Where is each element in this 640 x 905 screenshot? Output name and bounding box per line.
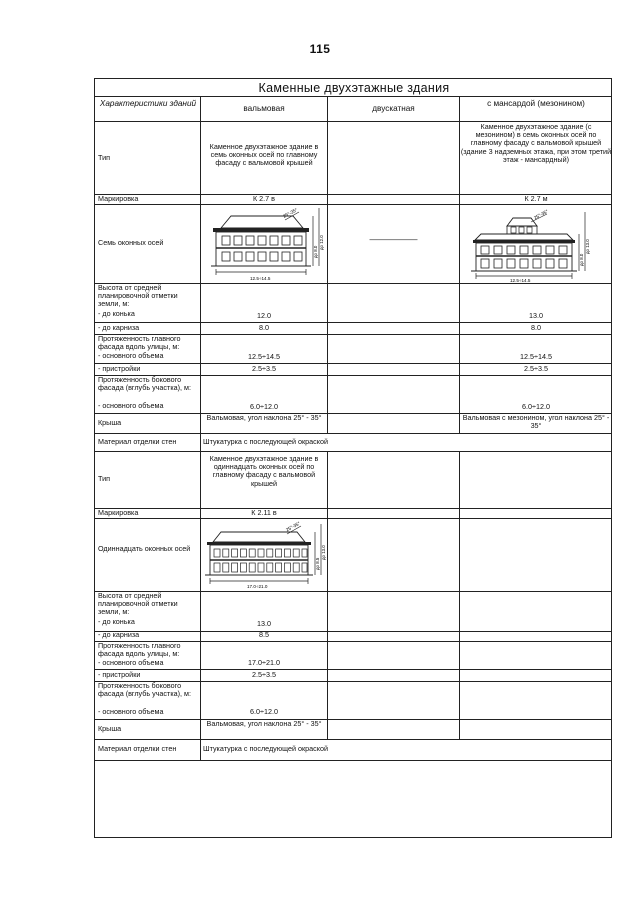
s2-finish-value: Штукатурка с последующей окраской <box>203 744 328 753</box>
s1-hip-ridge-height: до 12.0 <box>319 235 324 250</box>
s1-eave-label: - до карниза <box>98 323 140 332</box>
s1-ridge-hip: 12.0 <box>257 311 271 320</box>
s2-finish-label: Материал отделки стен <box>98 744 177 753</box>
s1-ridge-mansard: 13.0 <box>529 311 543 320</box>
s1-type-hip: Каменное двухэтажное здание в семь оконных осей по главному фасаду с вальмовой крышей <box>209 142 319 168</box>
s1-mansard-angle: 25°-35° <box>532 208 549 221</box>
table-title: Каменные двухэтажные здания <box>258 81 450 95</box>
s1-finish-label: Материал отделки стен <box>98 437 177 446</box>
s2-hip-width: 17.0÷21.0 <box>247 584 268 589</box>
header-gable: двускатная <box>372 104 415 113</box>
s1-height-label: Высота от средней планировочной отметки земли, м: <box>98 283 178 309</box>
s2-height-label: Высота от средней планировочной отметки земли, м: <box>98 591 178 617</box>
s2-hip-ridge-height: до 13.0 <box>321 545 326 560</box>
s1-roof-label: Крыша <box>98 418 122 427</box>
characteristics-table <box>94 78 612 838</box>
s1-ext-mansard: 2.5÷3.5 <box>524 364 548 373</box>
s2-front-main-hip: 17.0÷21.0 <box>248 658 280 667</box>
page-number: 115 <box>309 42 331 56</box>
s2-ridge-label: - до конька <box>98 617 135 626</box>
s1-hip-facade-drawing <box>203 206 325 282</box>
s1-marking-mansard: К 2.7 м <box>524 194 548 203</box>
s1-side-main-label: - основного объема <box>98 401 164 410</box>
s2-ext-hip: 2.5÷3.5 <box>252 670 276 679</box>
s2-marking-hip: К 2.11 в <box>251 508 277 517</box>
s2-ext-label: - пристройки <box>98 670 141 679</box>
s1-marking-hip: К 2.7 в <box>253 194 275 203</box>
s1-mansard-width: 12.5÷14.5 <box>510 278 531 283</box>
s2-type-label: Тип <box>98 474 110 483</box>
s1-ext-hip: 2.5÷3.5 <box>252 364 276 373</box>
s1-hip-width: 12.5÷14.5 <box>250 276 271 281</box>
s1-front-main-mansard: 12.5÷14.5 <box>520 352 552 361</box>
s2-marking-label: Маркировка <box>98 508 139 517</box>
s1-gable-dash: —————— <box>369 235 418 244</box>
s2-eave-hip: 8.5 <box>259 630 269 639</box>
s1-front-main-label: - основного объема <box>98 351 164 360</box>
header-mansard: с мансардой (мезонином) <box>487 99 585 108</box>
s2-hip-facade-drawing <box>201 520 327 590</box>
s1-finish-value: Штукатурка с последующей окраской <box>203 437 328 446</box>
s1-front-main-hip: 12.5÷14.5 <box>248 352 280 361</box>
s1-side-main-mansard: 6.0÷12.0 <box>522 402 550 411</box>
s1-mansard-facade-drawing <box>467 206 589 282</box>
s2-front-label: Протяженность главного фасада вдоль улицы, м: <box>98 641 181 659</box>
s2-roof-label: Крыша <box>98 724 122 733</box>
header-hip: вальмовая <box>243 104 285 113</box>
s1-hip-angle: 25°-35° <box>282 207 299 219</box>
s2-side-label: Протяженность бокового фасада (вглубь участка), м: <box>98 681 191 699</box>
s2-side-main-hip: 6.0÷12.0 <box>250 707 278 716</box>
s1-roof-mansard: Вальмовая с мезонином, угол наклона 25° - 35° <box>462 413 610 431</box>
header-characteristics: Характеристики зданий <box>99 99 197 108</box>
s1-diagram-label: Семь оконных осей <box>98 238 164 247</box>
s1-marking-label: Маркировка <box>98 194 139 203</box>
s1-mansard-ridge-height: до 13.0 <box>585 239 590 254</box>
s2-type-hip: Каменное двухэтажное здание в одиннадцать оконных осей по главному фасаду с вальмовой крышей <box>209 454 319 488</box>
s1-eave-hip: 8.0 <box>259 323 269 332</box>
s1-type-mansard: Каменное двухэтажное здание (с мезонином) в семь оконных осей по главному фасаду с вальмовой крышей (здание 3 надземных этажа, при этом третий этаж - мансардный) <box>460 122 612 164</box>
s1-ext-label: - пристройки <box>98 364 141 373</box>
s2-roof-hip: Вальмовая, угол наклона 25° - 35° <box>206 719 322 728</box>
s2-front-main-label: - основного объема <box>98 658 164 667</box>
s1-side-main-hip: 6.0÷12.0 <box>250 402 278 411</box>
s1-front-label: Протяженность главного фасада вдоль улицы, м: <box>98 334 181 352</box>
s2-side-main-label: - основного объема <box>98 707 164 716</box>
s2-eave-label: - до карниза <box>98 630 140 639</box>
s1-type-label: Тип <box>98 153 110 162</box>
s1-hip-eave-height: до 8.0 <box>313 245 318 258</box>
s1-eave-mansard: 8.0 <box>531 323 541 332</box>
s2-diagram-label: Одиннадцать оконных осей <box>98 544 191 553</box>
s1-ridge-label: - до конька <box>98 309 135 318</box>
s2-hip-eave-height: до 8.5 <box>315 557 320 570</box>
s2-ridge-hip: 13.0 <box>257 619 271 628</box>
s1-side-label: Протяженность бокового фасада (вглубь участка), м: <box>98 375 191 393</box>
s1-mansard-eave-height: до 8.0 <box>579 253 584 266</box>
s1-roof-hip: Вальмовая, угол наклона 25° - 35° <box>206 413 322 422</box>
s2-hip-angle: 25°-35° <box>284 520 301 533</box>
